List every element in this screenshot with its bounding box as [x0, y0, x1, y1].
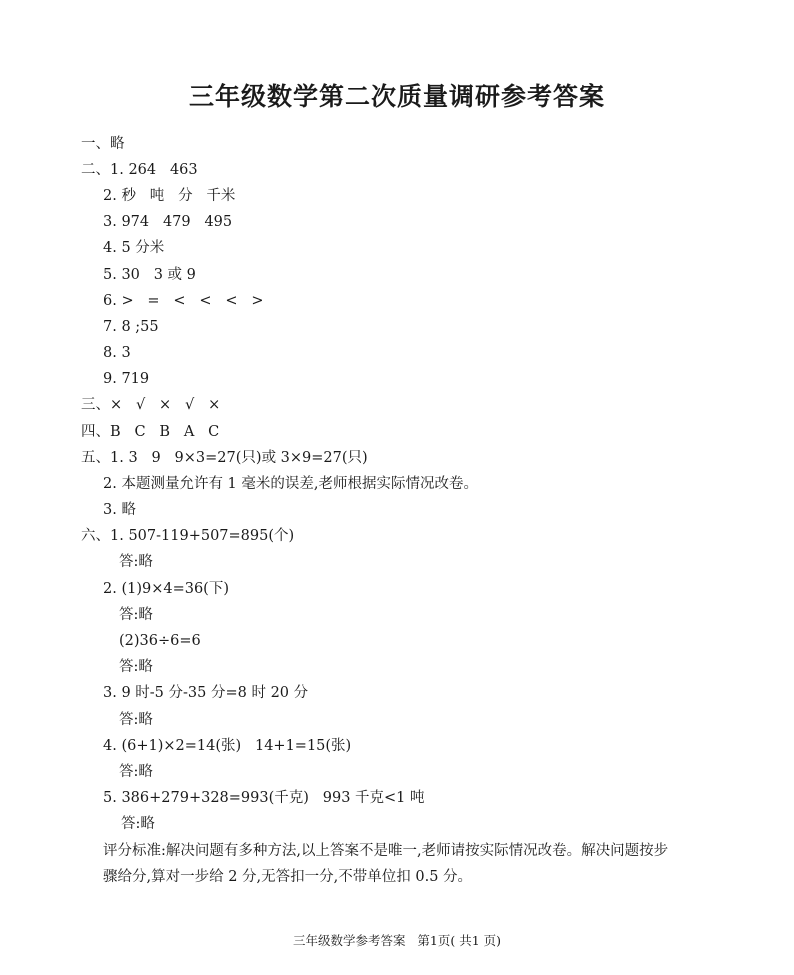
page-footer: 三年级数学参考答案 第1页( 共1 页)	[292, 933, 502, 948]
answer-line: 4. (6+1)×2=14(张) 14+1=15(张)	[103, 738, 352, 754]
answer-line: 六、1. 507-119+507=895(个)	[81, 528, 295, 544]
answer-line: 2. (1)9×4=36(下)	[103, 581, 229, 597]
answer-line: 答:略	[121, 816, 155, 832]
answer-line: 7. 8 ;55	[103, 319, 159, 335]
answer-line: 答:略	[119, 554, 153, 570]
answer-line: 4. 5 分米	[103, 240, 165, 256]
answer-line: 三、× √ × √ ×	[81, 397, 221, 413]
answer-line: 四、B C B A C	[81, 424, 220, 440]
answer-line: 答:略	[119, 712, 153, 728]
answer-line: (2)36÷6=6	[119, 633, 201, 649]
answer-line: 6. > = < < < >	[103, 293, 264, 309]
answer-line: 答:略	[119, 764, 153, 780]
grading-criteria: 骤给分,算对一步给 2 分,无答扣一分,不带单位扣 0.5 分。	[103, 869, 473, 885]
answer-line: 5. 386+279+328=993(千克) 993 千克<1 吨	[103, 790, 425, 806]
grading-criteria: 评分标准:解决问题有多种方法,以上答案不是唯一,老师请按实际情况改卷。解决问题按步	[103, 843, 669, 859]
answer-line: 8. 3	[103, 345, 131, 361]
answer-line: 一、略	[81, 136, 125, 152]
answer-line: 3. 974 479 495	[103, 214, 233, 230]
answer-line: 3. 略	[103, 502, 136, 518]
page-title: 三年级数学第二次质量调研参考答案	[188, 82, 605, 111]
answer-line: 9. 719	[103, 371, 150, 387]
answer-line: 五、1. 3 9 9×3=27(只)或 3×9=27(只)	[81, 450, 368, 466]
answer-line: 2. 本题测量允许有 1 毫米的误差,老师根据实际情况改卷。	[103, 476, 478, 492]
answer-line: 二、1. 264 463	[81, 162, 198, 178]
answer-line: 答:略	[119, 659, 153, 675]
answer-line: 2. 秒 吨 分 千米	[103, 188, 236, 204]
answer-line: 答:略	[119, 607, 153, 623]
answer-line: 3. 9 时-5 分-35 分=8 时 20 分	[103, 685, 309, 701]
answer-line: 5. 30 3 或 9	[103, 267, 196, 283]
